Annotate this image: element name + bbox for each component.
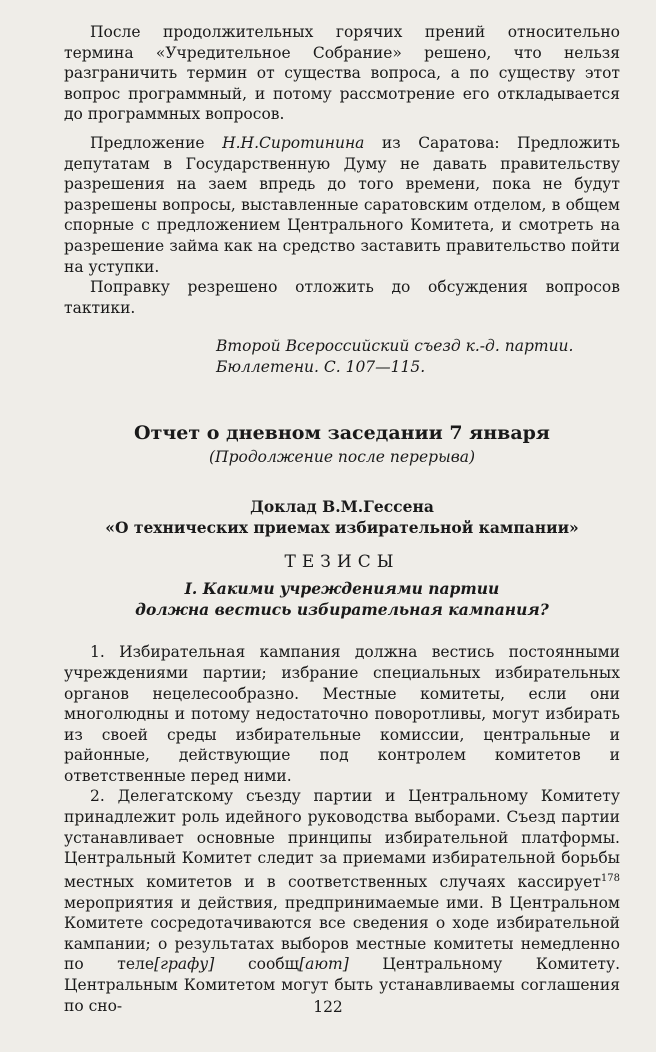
- theses-subheading: [64, 578, 620, 620]
- source-line-2: Бюллетени. С. 107—115.: [216, 358, 426, 377]
- thesis-item-2-ital-2: [ают]: [299, 955, 349, 974]
- report-title-line-1: Доклад В.М.Гессена: [250, 497, 434, 517]
- thesis-item-2-part-d: Центральному Комитету. Центральным Комитетом могут быть устанавливаемы соглашения по сно-: [64, 955, 621, 1015]
- section-title: Отчет о дневном заседании 7 января: [134, 422, 550, 445]
- thesis-item-2: [64, 786, 620, 1016]
- theses-subheading-line-2: должна вестись избирательная кампания?: [135, 600, 549, 620]
- paragraph-popravka: Поправку резрешено отложить до обсуждения вопросов тактики.: [64, 278, 620, 317]
- page-number: 122: [313, 998, 343, 1016]
- thesis-item-1: 1. Избирательная кампания должна вестись постоянными учреждениями партии; избрание специальных избирательных органов нецелесообразно. Местные комитеты, если они многолюдны и потому недостаточно поворотливы, могут избирать из своей среды избирательные комиссии, центральные и районные, действующие под контролем комитетов и ответственные перед ними.: [64, 643, 620, 785]
- paragraph-sirotinin: [64, 133, 620, 277]
- theses-heading: ТЕЗИСЫ: [284, 552, 400, 573]
- section-subtitle: (Продолжение после перерыва): [209, 448, 475, 467]
- sirotinin-name: Н.Н.Сиротинина: [222, 133, 365, 152]
- paragraph-termin: После продолжительных горячих прений относительно термина «Учредительное Собрание» решено, что нельзя разграничить термин от существа вопроса, а по существу этот вопрос программный, и потому рассмотрение его откладывается до программных вопросов.: [64, 23, 620, 124]
- paragraph-sirotinin-after: из Саратова: Предложить депутатам в Государственную Думу не давать правительству разрешения на заем впредь до того времени, пока не будут разрешены вопросы, выставленные саратовским отделом, в общем спорные с предложением Центрального Комитета, и смотреть на разрешение займа как на средство заставить правительство пойти на уступки.: [64, 133, 620, 276]
- source-line-1: Второй Всероссийский съезд к.-д. партии.: [216, 337, 574, 356]
- source-citation: [216, 336, 620, 378]
- paragraph-sirotinin-before: Предложение: [90, 133, 223, 152]
- thesis-item-2-part-b: мероприятия и действия, предпринимаемые ими. В Центральном Комитете сосредотачиваются все сведения о ходе избирательной кампании; о результатах выборов местные комитеты немедленно по теле: [64, 893, 620, 974]
- thesis-item-2-part-c: сообщ: [214, 955, 300, 974]
- report-title-line-2: «О технических приемах избирательной кампании»: [105, 518, 579, 538]
- footnote-marker: 178: [600, 872, 620, 884]
- thesis-item-2-ital-1: [графу]: [154, 955, 215, 974]
- thesis-item-2-part-a: 2. Делегатскому съезду партии и Центральному Комитету принадлежит роль идейного руководства выборами. Съезд партии устанавливает основные принципы избирательной платформы. Центральный Комитет следит за приемами избирательной борьбы местных комитетов и в соответственных случаях кассирует: [64, 787, 620, 891]
- theses-subheading-line-1: I. Какими учреждениями партии: [184, 579, 500, 599]
